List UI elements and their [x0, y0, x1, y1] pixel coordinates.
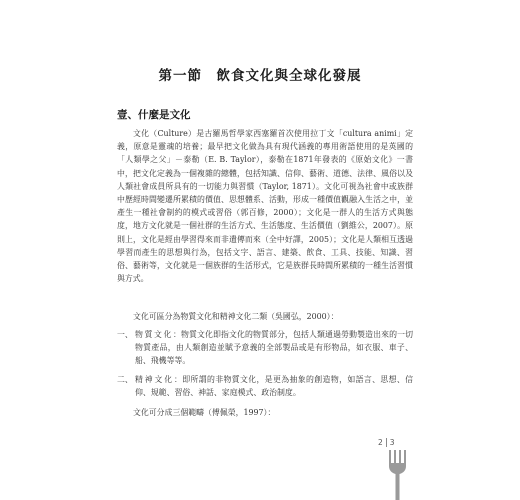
page-title: 第一節 飲食文化與全球化發展	[158, 68, 362, 84]
fork-icon	[386, 450, 408, 500]
page-number-left: 2	[378, 438, 383, 447]
body-paragraph-2: 文化可區分為物質文化和精神文化二類（吳國弘，2000）：	[133, 312, 339, 321]
list-item-content	[135, 373, 413, 399]
list-item	[117, 373, 413, 399]
body-paragraph-3: 文化可分成三個範疇（傅佩榮，1997）：	[133, 408, 276, 417]
body-paragraph-1: 文化（Culture）是古羅馬哲學家西塞羅首次使用拉丁文「cultura animi」定義，原意是靈魂的培養；最早把文化做為具有現代涵義的專用術語使用的是英國的「人類學之父」－泰勒（E. B. Taylor），泰勒在1871年發表的《原始文化》一書中，把文化定義為一個複雜的總體，包括知識、信仰、藝術、道德、法律、風俗以及人類社會成員所具有的一切能力與習慣（Taylor, 1871）。文化可視為社會中或族群中歷經時間變遷所累積的價值、思想體系、活動，形成一種價值觀融入生活之中，並產生一種社會制約的模式或習俗（郭百修，2000）；文化是一群人的生活方式與態度，地方文化就是一個社群的生活方式、生活態度、生活價值（劉維公，2007）。原則上，文化是經由學習得來而非遺傳而來（全中好譯，2005）；文化是人類相互透過學習而產生的思想與行為，包括文字、語言、建築、飲食、工具、技能、知識、習俗、藝術等，文化就是一個族群的生活形式，它是族群長時間所累積的一種生活習慣與方式。	[117, 129, 413, 284]
page-number-right: 3	[389, 438, 395, 447]
list-item-text: ：物質文化即指文化的物質部分，包括人類通過勞動製造出來的一切物質產品，由人類創造並賦予意義的全部製品或是有形物品，如衣服、車子、船、飛機等等。	[135, 330, 413, 366]
fork-tine	[389, 450, 391, 464]
list-item-content	[135, 328, 413, 368]
page-number-divider	[386, 438, 387, 447]
culture-type-list-1	[117, 328, 413, 368]
fork-tine	[399, 450, 401, 464]
list-item-term: 精神文化	[135, 375, 175, 384]
list-item-text: ：即所謂的非物質文化，是更為抽象的創造物，如語言、思想、信仰、規範、習俗、神話、家庭模式、政治制度。	[135, 375, 413, 398]
section-heading: 壹、什麼是文化	[117, 109, 191, 121]
list-item-term: 物質文化	[135, 330, 174, 339]
culture-type-list-2	[117, 373, 413, 399]
fork-tine	[394, 450, 396, 464]
fork-neck	[389, 463, 406, 500]
page-number	[378, 438, 395, 447]
list-item	[117, 328, 413, 368]
fork-tine	[404, 450, 406, 464]
list-item-number: 二、	[117, 375, 133, 384]
list-item-number: 一、	[117, 330, 133, 339]
